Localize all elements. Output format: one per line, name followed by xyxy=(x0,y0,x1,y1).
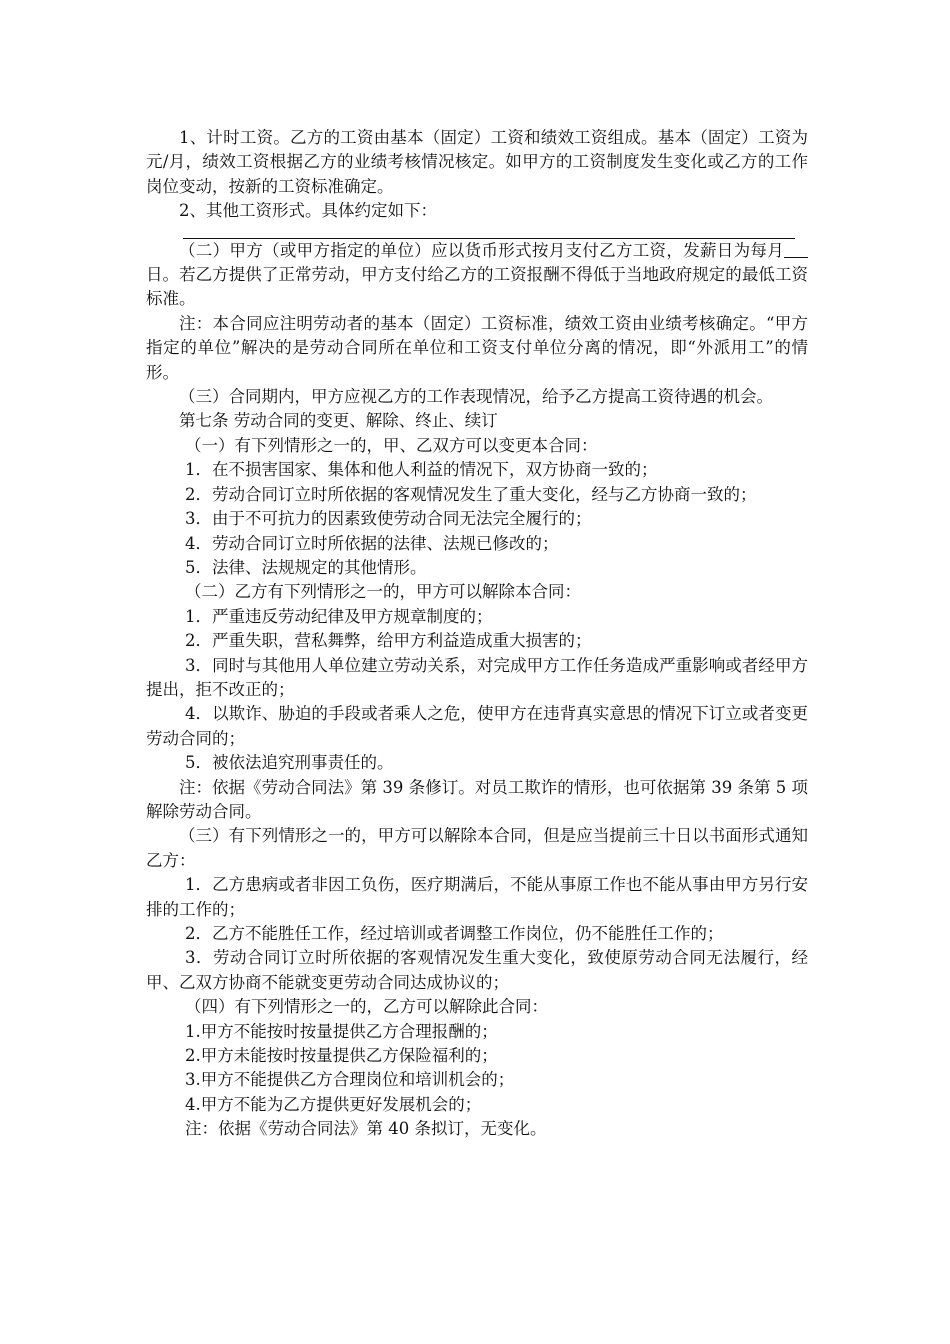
change-item-4: 4．劳动合同订立时所依据的法律、法规已修改的； xyxy=(185,533,559,553)
dismiss-item-4: 4．以欺诈、胁迫的手段或者乘人之危，使甲方在违背真实意思的情况下订立或者变更劳动合同的； xyxy=(146,704,808,748)
payment-text-a: （二）甲方（或甲方指定的单位）应以货币形式按月支付乙方工资，发薪日为每月 xyxy=(179,240,784,260)
change-item-5: 5．法律、法规规定的其他情形。 xyxy=(185,557,427,577)
dismiss-item-2: 2．严重失职，营私舞弊，给甲方利益造成重大损害的； xyxy=(185,631,592,651)
notice-item-1: 1．乙方患病或者非因工负伤，医疗期满后，不能从事原工作也不能从事由甲方另行安排的工作的； xyxy=(146,875,808,919)
change-item-2: 2．劳动合同订立时所依据的客观情况发生了重大变化，经与乙方协商一致的； xyxy=(185,484,757,504)
dismiss-item-3: 3．同时与其他用人单位建立劳动关系，对完成甲方工作任务造成严重影响或者经甲方提出，拒不改正的； xyxy=(146,655,808,699)
employee-item-3: 3.甲方不能提供乙方合理岗位和培训机会的； xyxy=(185,1070,515,1090)
notice-item-3: 3．劳动合同订立时所依据的客观情况发生重大变化，致使原劳动合同无法履行，经甲、乙双方协商不能就变更劳动合同达成协议的； xyxy=(146,948,808,992)
document-page xyxy=(146,126,825,1142)
change-item-1: 1．在不损害国家、集体和他人利益的情况下，双方协商一致的； xyxy=(185,460,658,480)
paragraph-raise: （三）合同期内，甲方应视乙方的工作表现情况，给予乙方提高工资待遇的机会。 xyxy=(179,387,773,407)
payment-text-b: 日。若乙方提供了正常劳动，甲方支付给乙方的工资报酬不得低于当地政府规定的最低工资标准。 xyxy=(146,265,808,309)
paragraph-payment xyxy=(146,239,808,312)
clause-dismiss-heading: （二）乙方有下列情形之一的，甲方可以解除本合同： xyxy=(185,582,581,602)
clause-employee-terminate-heading: （四）有下列情形之一的，乙方可以解除此合同： xyxy=(185,997,548,1017)
dismiss-item-1: 1．严重违反劳动纪律及甲方规章制度的； xyxy=(185,606,493,626)
article-7-heading: 第七条 劳动合同的变更、解除、终止、续订 xyxy=(179,411,498,431)
fill-in-blank-line xyxy=(183,224,795,239)
note-article-39: 注：依据《劳动合同法》第 39 条修订。对员工欺诈的情形，也可依据第 39 条第 5 项解除劳动合同。 xyxy=(146,777,808,821)
paragraph-note-wage: 注：本合同应注明劳动者的基本（固定）工资标准，绩效工资由业绩考核确定。“甲方指定的单位”解决的是劳动合同所在单位和工资支付单位分离的情况，即“外派用工”的情形。 xyxy=(146,313,808,382)
clause-change-heading: （一）有下列情形之一的，甲、乙双方可以变更本合同： xyxy=(185,435,598,455)
note-article-40: 注：依据《劳动合同法》第 40 条拟订，无变化。 xyxy=(185,1119,547,1139)
paragraph-other-wage: 2、其他工资形式。具体约定如下： xyxy=(179,201,437,221)
paragraph-hourly-wage: 1、计时工资。乙方的工资由基本（固定）工资和绩效工资组成。基本（固定）工资为 元/月，绩效工资根据乙方的业绩考核情况核定。如甲方的工资制度发生变化或乙方的工作岗位变动，按新的工资标准确定。 xyxy=(146,128,825,196)
employee-item-1: 1.甲方不能按时按量提供乙方合理报酬的； xyxy=(185,1021,498,1041)
employee-item-2: 2.甲方未能按时按量提供乙方保险福利的； xyxy=(185,1046,498,1066)
clause-notice-heading: （三）有下列情形之一的，甲方可以解除本合同，但是应当提前三十日以书面形式通知乙方： xyxy=(146,826,808,870)
payday-blank xyxy=(784,240,808,258)
change-item-3: 3．由于不可抗力的因素致使劳动合同无法完全履行的； xyxy=(185,509,592,529)
dismiss-item-5: 5．被依法追究刑事责任的。 xyxy=(185,753,394,773)
notice-item-2: 2．乙方不能胜任工作，经过培训或者调整工作岗位，仍不能胜任工作的； xyxy=(185,924,724,943)
employee-item-4: 4.甲方不能为乙方提供更好发展机会的； xyxy=(185,1094,482,1114)
